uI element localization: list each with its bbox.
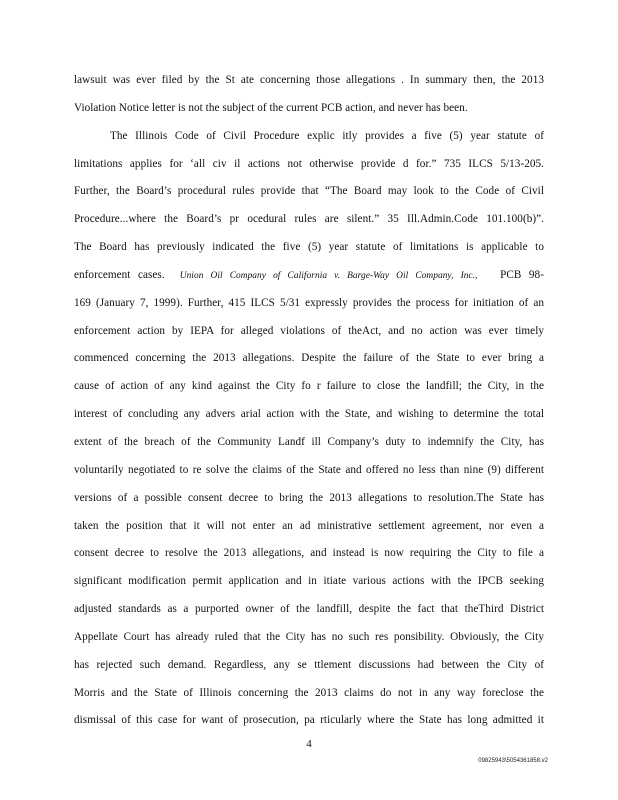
text-line-with-citation xyxy=(74,265,544,293)
text-line: extent of the breach of the Community Landf ill Company’s duty to indemnify the City, has xyxy=(74,435,544,448)
text-line: dismissal of this case for want of prosecution, pa rticularly where the State has long admitted it xyxy=(74,714,544,727)
text-line: lawsuit was ever filed by the St ate concerning those allegations . In summary then, the 2013 xyxy=(74,74,544,86)
document-id: 09825943\5054361858.v2 xyxy=(478,758,548,764)
text-line: Procedure...where the Board’s pr ocedural rules are silent.” 35 Ill.Admin.Code 101.100(b)”. xyxy=(74,213,544,226)
text-line: versions of a possible consent decree to bring the 2013 allegations to resolution.The State has xyxy=(74,491,544,504)
text-line: enforcement action by IEPA for alleged violations of theAct, and no action was ever timely xyxy=(74,324,544,337)
text-line: voluntarily negotiated to re solve the claims of the State and offered no less than nine (9) different xyxy=(74,463,544,476)
text-line: has rejected such demand. Regardless, any se ttlement discussions had between the City of xyxy=(74,658,544,671)
text-line: taken the position that it will not enter an ad ministrative settlement agreement, nor even a xyxy=(74,519,544,532)
text-line: Further, the Board’s procedural rules provide that “The Board may look to the Code of Civil xyxy=(74,185,544,198)
text-line: consent decree to resolve the 2013 allegations, and instead is now requiring the City to file a xyxy=(74,547,544,560)
text-line: Morris and the State of Illinois concerning the 2013 claims do not in any way foreclose the xyxy=(74,686,544,699)
text-line: cause of action of any kind against the City fo r failure to close the landfill; the City, in the xyxy=(74,380,544,393)
text-line: limitations applies for ‘all civ il actions not otherwise provide d for.” 735 ILCS 5/13-205. xyxy=(74,157,544,170)
text-line: 169 (January 7, 1999). Further, 415 ILCS 5/31 expressly provides the process for initiation of an xyxy=(74,296,544,309)
body-text xyxy=(74,70,544,738)
text-line: The Illinois Code of Civil Procedure explic itly provides a five (5) year statute of xyxy=(110,129,544,142)
text-line: commenced concerning the 2013 allegations. Despite the failure of the State to ever bring a xyxy=(74,352,544,365)
text-line: The Board has previously indicated the five (5) year statute of limitations is applicable to xyxy=(74,241,544,254)
text-line: Appellate Court has already ruled that the City has no such res ponsibility. Obviously, the City xyxy=(74,630,544,643)
text-segment: PCB 98- xyxy=(500,268,544,281)
text-line: Violation Notice letter is not the subject of the current PCB action, and never has been. xyxy=(74,101,468,114)
text-line: adjusted standards as a purported owner of the landfill, despite the fact that theThird District xyxy=(74,603,544,616)
text-line: significant modification permit application and in itiate various actions with the IPCB seeking xyxy=(74,575,544,588)
text-segment: enforcement cases. xyxy=(74,268,165,281)
page-number: 4 xyxy=(306,738,312,750)
case-citation: Union Oil Company of California v. Barge-Way Oil Company, Inc., xyxy=(179,270,478,281)
text-line: interest of concluding any advers arial action with the State, and wishing to determine the total xyxy=(74,408,544,421)
